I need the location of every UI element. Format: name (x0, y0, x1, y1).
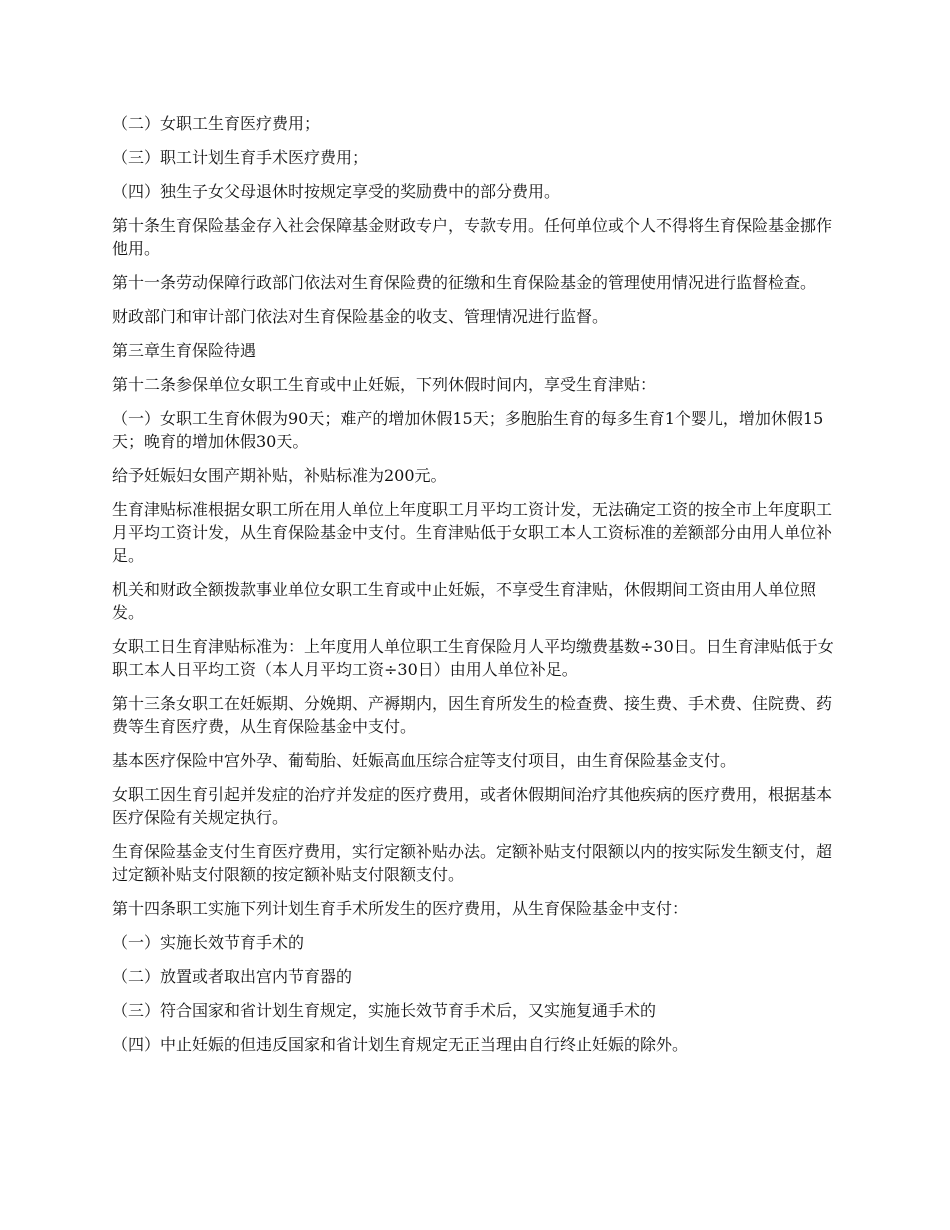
paragraph-2: （三）职工计划生育手术医疗费用； (112, 148, 369, 167)
paragraph-3: （四）独生子女父母退休时按规定享受的奖励费中的部分费用。 (112, 182, 561, 201)
document-body (112, 112, 842, 1067)
paragraph-article-14: 第十四条职工实施下列计划生育手术所发生的医疗费用，从生育保险基金中支付： (112, 899, 689, 918)
paragraph-article-10: 第十条生育保险基金存入社会保障基金财政专户，专款专用。任何单位或个人不得将生育保险基金挪作他用。 (112, 216, 833, 258)
paragraph-article-11: 第十一条劳动保障行政部门依法对生育保险费的征缴和生育保险基金的管理使用情况进行监督检查。 (112, 273, 817, 292)
paragraph-15: 基本医疗保险中宫外孕、葡萄胎、妊娠高血压综合症等支付项目，由生育保险基金支付。 (112, 751, 737, 770)
paragraph-13: 女职工日生育津贴标准为：上年度用人单位职工生育保险月人平均缴费基数÷30日。日生育津贴低于女职工本人日平均工资（本人月平均工资÷30日）由用人单位补足。 (112, 637, 834, 679)
paragraph-11: 生育津贴标准根据女职工所在用人单位上年度职工月平均工资计发，无法确定工资的按全市上年度职工月平均工资计发，从生育保险基金中支付。生育津贴低于女职工本人工资标准的差额部分由用人单位补足。 (112, 500, 833, 565)
paragraph-16: 女职工因生育引起并发症的治疗并发症的医疗费用，或者休假期间治疗其他疾病的医疗费用，根据基本医疗保险有关规定执行。 (112, 785, 833, 827)
paragraph-9: （一）女职工生育休假为90天；难产的增加休假15天；多胞胎生育的每多生育1个婴儿，增加休假15天；晚育的增加休假30天。 (112, 409, 824, 451)
paragraph-6: 财政部门和审计部门依法对生育保险基金的收支、管理情况进行监督。 (112, 307, 609, 326)
paragraph-12: 机关和财政全额拨款事业单位女职工生育或中止妊娠，不享受生育津贴，休假期间工资由用人单位照发。 (112, 580, 817, 622)
paragraph-20: （二）放置或者取出宫内节育器的 (112, 967, 353, 986)
paragraph-17: 生育保险基金支付生育医疗费用，实行定额补贴办法。定额补贴支付限额以内的按实际发生额支付，超过定额补贴支付限额的按定额补贴支付限额支付。 (112, 842, 833, 884)
chapter-heading: 第三章生育保险待遇 (112, 341, 257, 360)
paragraph-article-13: 第十三条女职工在妊娠期、分娩期、产褥期内，因生育所发生的检查费、接生费、手术费、住院费、药费等生育医疗费，从生育保险基金中支付。 (112, 694, 833, 736)
paragraph-article-12: 第十二条参保单位女职工生育或中止妊娠，下列休假时间内，享受生育津贴： (112, 375, 657, 394)
paragraph-22: （四）中止妊娠的但违反国家和省计划生育规定无正当理由自行终止妊娠的除外。 (112, 1035, 689, 1054)
paragraph-10: 给予妊娠妇女围产期补贴，补贴标准为200元。 (112, 466, 447, 485)
paragraph-21: （三）符合国家和省计划生育规定，实施长效节育手术后，又实施复通手术的 (112, 1001, 657, 1020)
paragraph-1: （二）女职工生育医疗费用； (112, 114, 321, 133)
paragraph-19: （一）实施长效节育手术的 (112, 933, 305, 952)
